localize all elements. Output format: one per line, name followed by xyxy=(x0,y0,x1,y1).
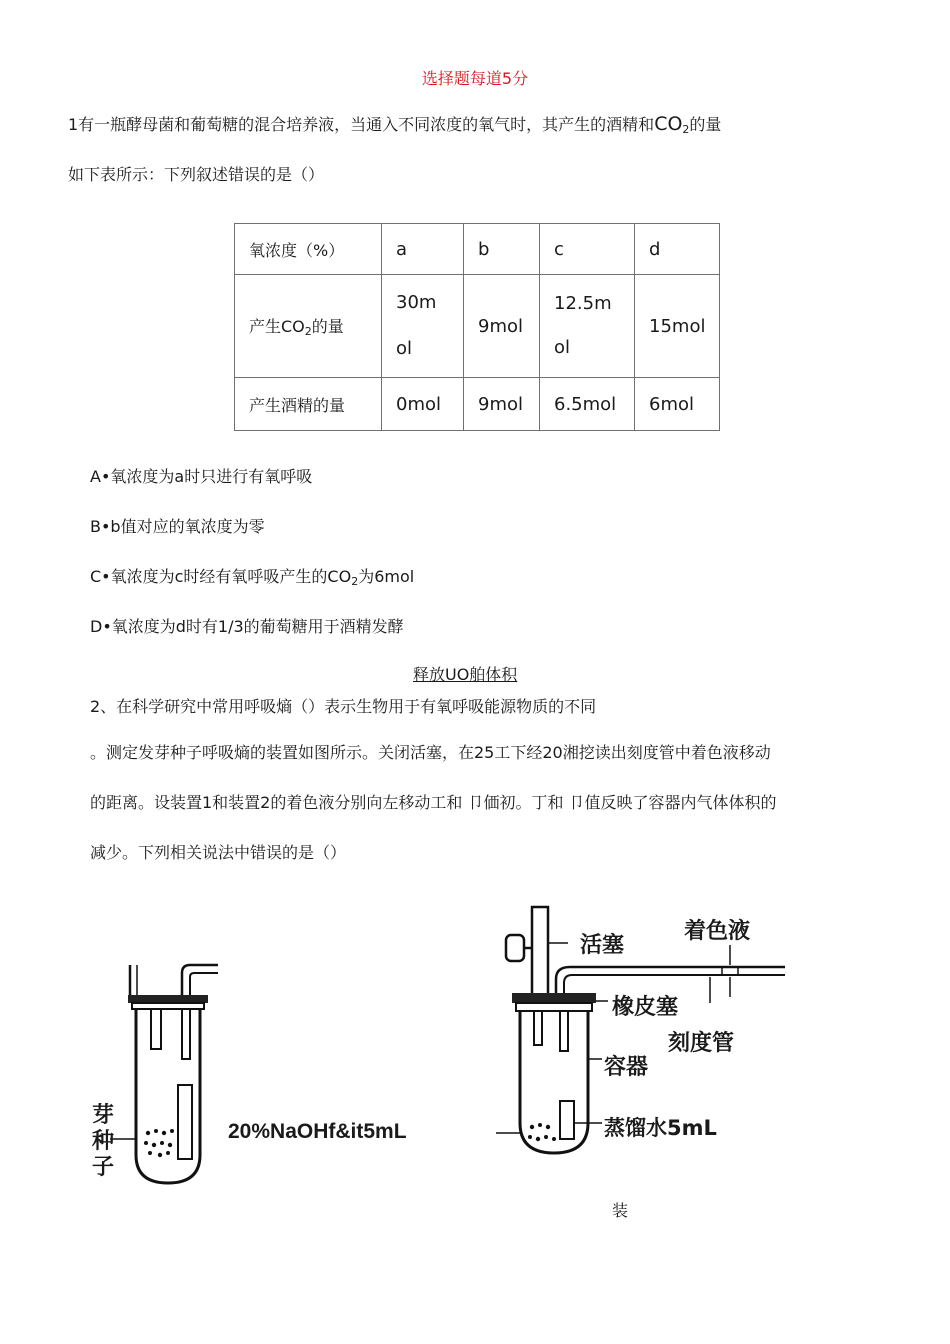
co2-text: CO xyxy=(654,113,683,135)
table-row-alcohol xyxy=(235,378,720,431)
option-c: C•氧浓度为c时经有氧呼吸产生的$CO_2$为6mol xyxy=(90,567,415,588)
q1-line1 xyxy=(68,112,721,136)
cell-co2-c: 12.5mol xyxy=(540,275,635,378)
header-oxygen: 氧浓度（%） xyxy=(235,224,382,275)
label-container: 容器 xyxy=(604,1055,649,1080)
q2-line1: 2、在科学研究中常用呼吸熵（）表示生物用于有氧呼吸能源物质的不同 xyxy=(90,697,597,716)
q2-line2: 。测定发芽种子呼吸熵的装置如图所示。关闭活塞，在25工下经20湘挖读出刻度管中着色液移动 xyxy=(90,743,771,762)
cell-co2-a: 30mol xyxy=(382,275,464,378)
cell-alcohol-b: 9mol xyxy=(464,378,540,431)
cell-co2-d: 15mol xyxy=(635,275,720,378)
label-stopper: 橡皮塞 xyxy=(612,995,679,1020)
label-naoh-solution: 20%NaOHf&it5mL xyxy=(228,1120,407,1143)
q1-line1-end: 的量 xyxy=(689,115,722,134)
label-alcohol: 产生酒精的量 xyxy=(235,378,382,431)
table-row-co2 xyxy=(235,275,720,378)
header-d: d xyxy=(635,224,720,275)
q1-line1-text: 1有一瓶酵母菌和葡萄糖的混合培养液，当通入不同浓度的氧气时，其产生的酒精和 xyxy=(68,115,655,134)
label-scale-tube: 刻度管 xyxy=(668,1031,735,1056)
cell-alcohol-d: 6mol xyxy=(635,378,720,431)
figure-title: 释放UO舶体积 xyxy=(413,665,518,684)
section-heading: 选择题每道5分 xyxy=(421,69,529,88)
apparatus-1-diagram xyxy=(90,955,490,1195)
cell-alcohol-c: 6.5mol xyxy=(540,378,635,431)
q2-line3: 的距离。设装置1和装置2的着色液分别向左移动工和 卩価初。丁和 卩值反映了容器内气体体积的 xyxy=(90,793,777,812)
figure-caption: 装 xyxy=(612,1201,629,1220)
co2-subscript: 2 xyxy=(682,123,690,136)
data-table xyxy=(234,223,720,431)
header-c: c xyxy=(540,224,635,275)
option-a: A•氧浓度为a时只进行有氧呼吸 xyxy=(90,467,313,486)
label-dye: 着色液 xyxy=(684,919,751,944)
cell-alcohol-a: 0mol xyxy=(382,378,464,431)
option-b: B•b值对应的氧浓度为零 xyxy=(90,517,265,536)
table-header-row xyxy=(235,224,720,275)
q2-line4: 减少。下列相关说法中错误的是（） xyxy=(90,843,347,862)
label-stopcock: 活塞 xyxy=(580,933,625,958)
label-seeds: 芽种子 xyxy=(92,1103,115,1180)
label-co2: 产生$CO_2$的量 xyxy=(235,275,382,378)
header-b: b xyxy=(464,224,540,275)
cell-co2-b: 9mol xyxy=(464,275,540,378)
header-a: a xyxy=(382,224,464,275)
label-distilled-water: 蒸馏水5mL xyxy=(604,1116,717,1140)
q1-line2: 如下表所示：下列叙述错误的是（） xyxy=(68,165,325,184)
option-d: D•氧浓度为d时有1/3的葡萄糖用于酒精发酵 xyxy=(90,617,404,636)
